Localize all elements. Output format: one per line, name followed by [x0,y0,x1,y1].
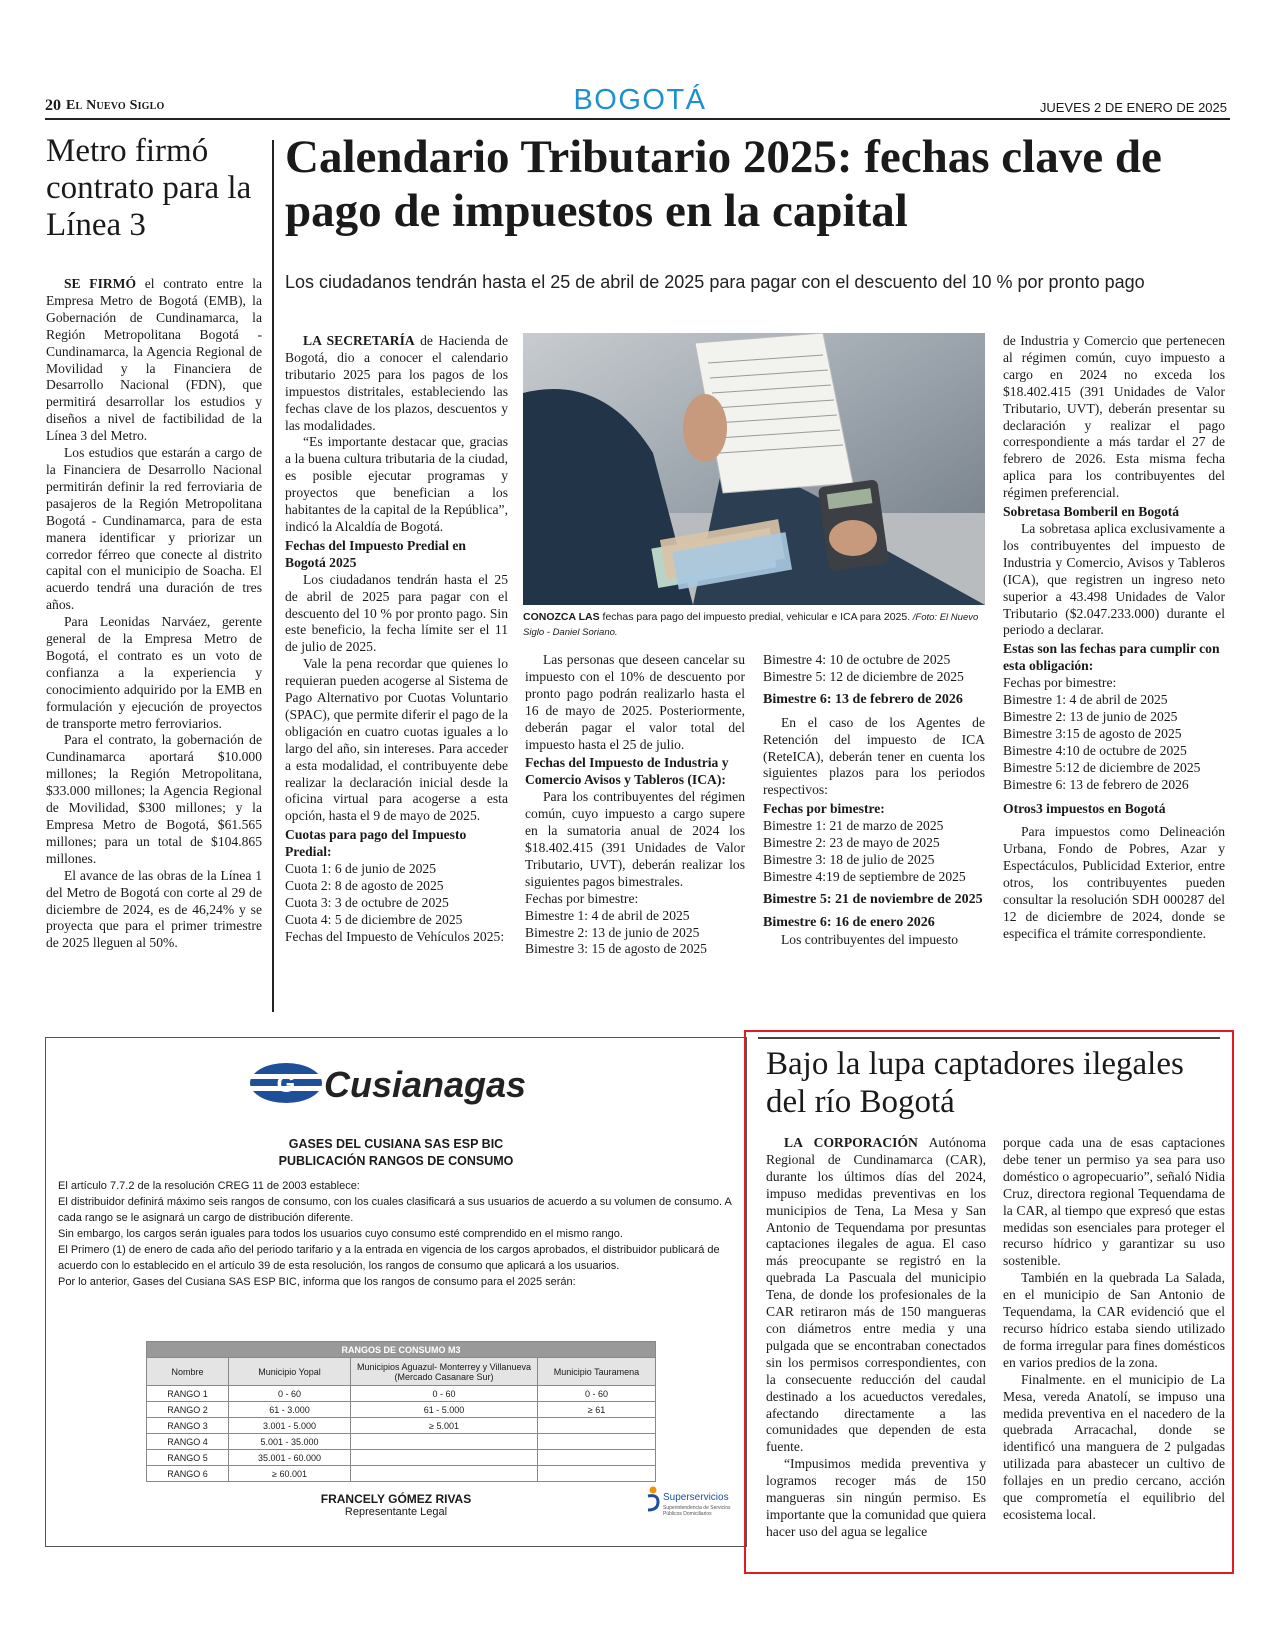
consumption-ranges-table [146,1341,656,1482]
superservicios-logo: Superservicios Superintendencia de Servicios Públicos Domiciliarios [646,1486,741,1526]
main-story-col-1: LA SECRETARÍA de Hacienda de Bogotá, dio a conocer el calendario tributario 2025 para los pagos de los impuestos distritales, estableciendo las fechas clave de los plazos, descuentos y las modalidades. “Es importante destacar que, gracias a la buena cultura tributaria de la ciudad, es posible ejecutar programas y proyectos que benefician a los habitantes de la capital de la República”, indicó la Alcaldía de Bogotá. Fechas del Impuesto Predial en Bogotá 2025 Los ciudadanos tendrán hasta el 25 de abril de 2025 para pagar con el descuento del 10 % por pronto pago. Sin este beneficio, la fecha límite ser el 11 de julio de 2025. Vale la pena recordar que quienes lo requieran pueden acogerse al Sistema de Pago Alternativo por Cuotas Voluntario (SPAC), que permite diferir el pago de la obligación en cuatro cuotas iguales a lo largo del año, sin intereses. Para acceder a esta modalidad, el contribuyente debe realizar la declaración inicial desde la oficina virtual para acogerse a esta opción, hasta el 9 de mayo de 2025. Cuotas para pago del Impuesto Predial: Cuota 1: 6 de junio de 2025 Cuota 2: 8 de agosto de 2025 Cuota 3: 3 de octubre de 2025 Cuota 4: 5 de diciembre de 2025 Fechas del Impuesto de Vehículos 2025: [285,333,508,944]
table-row: RANGO 3 3.001 - 5.000 ≥ 5.001 [147,1418,656,1434]
header-rule [45,118,1230,120]
left-story-title: Metro firmó contrato para la Línea 3 [46,133,252,243]
table-header: Municipio Tauramena [538,1358,656,1386]
page-number: 20 [45,97,61,114]
ad-paragraph: El distribuidor definirá máximo seis rangos de consumo, con los cuales clasificará a sus usuarios de acuerdo a su volumen de consumo. A cada rango se le asignará un cargo de distribución diferente. [58,1196,732,1224]
ad-paragraph: Sin embargo, los cargos serán iguales para todos los usuarios cuyo consumo esté comprendido en el mismo rango. [58,1228,623,1240]
cusianagas-ad [45,1037,747,1547]
ad-paragraph: Por lo anterior, Gases del Cusiana SAS ESP BIC, informa que los rangos de consumo para el 2025 serán: [58,1276,576,1288]
column-divider [272,140,274,1012]
svg-text:G: G [276,1071,296,1098]
ad-signer-role: Representante Legal [344,1506,448,1518]
subheading: Bimestre 6: 16 de enero 2026 [763,914,935,930]
left-story-paragraph: El avance de las obras de la Línea 1 del Metro de Bogotá con corte al 29 de diciembre de 2024, es de 46,24% y se proyecta que para el primer trimestre de 2025 lleguen al 50%. [46,867,262,951]
cusianagas-logo-icon [246,1060,326,1106]
left-story-paragraph: Para el contrato, la gobernación de Cundinamarca aportará $10.000 millones; la Región Metropolitana, $33.000 millones; la Agencia Regional de Movilidad, $300 millones; y la Empresa Metro de Bogotá, $61.565 millones; para un total de $104.865 millones. [46,732,262,866]
issue-date: JUEVES 2 DE ENERO DE 2025 [1039,100,1227,115]
ad-signer: FRANCELY GÓMEZ RIVAS [320,1492,472,1506]
superservicios-logo-icon [646,1486,660,1514]
table-row: RANGO 5 35.001 - 60.000 [147,1450,656,1466]
subheading: Bimestre 6: 13 de febrero de 2026 [763,691,963,707]
box-story-title: Bajo la lupa captadores ilegales del río Bogotá [766,1046,1184,1120]
photo-caption: CONOZCA LAS fechas para pago del impuesto predial, vehicular e ICA para 2025. /Foto: El Nuevo Siglo - Daniel Soriano. [523,611,979,638]
cusianagas-logo [246,1060,546,1110]
table-header: Municipios Aguazul- Monterrey y Villanueva (Mercado Casanare Sur) [351,1358,538,1386]
left-story-body [46,276,262,1016]
table-header: Municipio Yopal [229,1358,351,1386]
ad-paragraph: El artículo 7.7.2 de la resolución CREG 11 de 2003 establece: [58,1180,360,1192]
subheading: Estas son las fechas para cumplir con esta obligación: [1003,641,1220,674]
ad-paragraph: El Primero (1) de enero de cada año del periodo tarifario y a la entrada en vigencia de los cargos aprobados, el distribuidor publicará de acuerdo con lo establecido en el artículo 39 de esta resolución, los rangos de consumo que aplicará a los usuarios. [58,1244,720,1272]
section-title: BOGOTÁ [573,84,707,116]
left-story-paragraph: Los estudios que estarán a cargo de la Financiera de Desarrollo Nacional permitirán definir la red ferroviaria de pasajeros de la Región Metropolitana Bogotá - Cundinamarca, para de esta manera identificar y priorizar un corredor férreo que conecte al distrito capital con el municipio de Soacha. El acuerdo tendrá una duración de tres años. [46,445,262,613]
table-row: RANGO 4 5.001 - 35.000 [147,1434,656,1450]
main-story-col-2: Las personas que deseen cancelar su impuesto con el 10% de descuento por pronto pago podrán realizarlo hasta el 16 de mayo de 2025. Posteriormente, deberán pagar el valor total del impuesto hasta el 25 de julio. Fechas del Impuesto de Industria y Comercio Avisos y Tableros (ICA): Para los contribuyentes del régimen común, cuyo impuesto a cargo supere en la sumatoria anual de 2024 los $18.402.415 (391 Unidades de Valor Tributario, UVT), deberán realizar los siguientes pagos bimestrales. Fechas por bimestre: Bimestre 1: 4 de abril de 2025 Bimestre 2: 13 de junio de 2025 Bimestre 3: 15 de agosto de 2025 [525,652,745,957]
cusianagas-wordmark: Cusianagas [324,1064,527,1105]
publication-name: El Nuevo Siglo [66,98,165,113]
table-header: Nombre [147,1358,229,1386]
box-story-col-1: LA CORPORACIÓN Autónoma Regional de Cundinamarca (CAR), durante los últimos días del 2024, impuso medidas preventivas en los municipios de Tena, La Mesa y San Antonio de Tequendama por presuntas captaciones ilegales de agua. El caso más preocupante se registró en la quebrada La Pascuala del municipio Tena, de donde los profesionales de la CAR retiraron más de 150 mangueras con diámetros entre media y una pulgada que se encontraban conectados sin los permisos correspondientes, con la consecuente reducción del caudal destinado a los acueductos veredales, afectando directamente a las comunidades que dependen de esta fuente. “Impusimos medida preventiva y logramos recoger más de 150 mangueras sin ningún permiso. Es importante que la comunidad que quiera hacer uso del agua se legalice [766,1135,986,1539]
ad-company: GASES DEL CUSIANA SAS ESP BIC [288,1137,504,1151]
subheading: Fechas del Impuesto Predial en Bogotá 2025 [285,537,466,570]
tax-photo [523,333,985,605]
main-story-col-3: Bimestre 4: 10 de octubre de 2025 Bimestre 5: 12 de diciembre de 2025 Bimestre 6: 13 de febrero de 2026 En el caso de los Agentes de Retención del impuesto de ICA (ReteICA), deberán tener en cuenta los siguientes plazos para los periodos respectivos: Fechas por bimestre: Bimestre 1: 21 de marzo de 2025 Bimestre 2: 23 de mayo de 2025 Bimestre 3: 18 de julio de 2025 Bimestre 4:19 de septiembre de 2025 Bimestre 5: 21 de noviembre de 2025 Bimestre 6: 16 de enero 2026 Los contribuyentes del impuesto [763,652,985,947]
main-story-col-4: de Industria y Comercio que pertenecen al régimen común, cuyo impuesto a cargo en 2024 no exceda los $18.402.415 (391 Unidades de Valor Tributario, UVT), deberán presentar su declaración y realizar el pago correspondiente a más tardar el 27 de febrero de 2026. Esta misma fecha aplica para los contribuyentes del régimen preferencial. Sobretasa Bomberil en Bogotá La sobretasa aplica exclusivamente a los contribuyentes del impuesto de Industria y Comercio, Avisos y Tableros (ICA), que registren un ingreso neto superior a 43.498 Unidades de Valor Tributario ($2.047.233.000) durante el periodo a declarar. Estas son las fechas para cumplir con esta obligación: Fechas por bimestre: Bimestre 1: 4 de abril de 2025 Bimestre 2: 13 de junio de 2025 Bimestre 3:15 de agosto de 2025 Bimestre 4:10 de octubre de 2025 Bimestre 5:12 de diciembre de 2025 Bimestre 6: 13 de febrero de 2026 Otros3 impuestos en Bogotá Para impuestos como Delineación Urbana, Fondo de Pobres, Azar y Espectáculos, Publicidad Exterior, entre otros, los contribuyentes pueden consultar la resolución SDH 000287 del 12 de diciembre de 2024, donde se especifica el trámite correspondiente. [1003,333,1225,941]
subheading: Cuotas para pago del Impuesto Predial: [285,827,467,860]
subheading: Otros3 impuestos en Bogotá [1003,801,1166,817]
box-rule [758,1037,1220,1039]
subheading: Fechas del Impuesto de Industria y Comercio Avisos y Tableros (ICA): [525,755,729,788]
table-row: RANGO 6 ≥ 60.001 [147,1466,656,1482]
table-row: RANGO 2 61 - 3.000 61 - 5.000 ≥ 61 [147,1402,656,1418]
subheading: Fechas por bimestre: [763,801,885,817]
table-row: RANGO 1 0 - 60 0 - 60 0 - 60 [147,1386,656,1402]
box-story-col-2: porque cada una de esas captaciones debe tener un permiso ya sea para uso doméstico o agropecuario”, señaló Nidia Cruz, directora regional Tequendama de la CAR, al tiempo que expresó que estas medidas son esenciales para proteger el recurso hídrico y garantizar su uso sostenible. También en la quebrada La Salada, en el municipio de San Antonio de Tequendama, la CAR evidenció que el recurso hídrico estaba siendo utilizado de forma irregular para fines domésticos en varios predios de la zona. Finalmente. en el municipio de La Mesa, vereda Anatolí, se impuso una medida preventiva en el nacedero de la quebrada Arracachal, donde se identificó una manguera de 2 pulgadas utilizada para abastecer un cultivo de follajes en un predio cercano, acción que comprometía el equilibrio del ecosistema local. [1003,1135,1225,1522]
ad-heading: PUBLICACIÓN RANGOS DE CONSUMO [278,1154,514,1168]
main-story-deck: Los ciudadanos tendrán hasta el 25 de abril de 2025 para pagar con el descuento del 10 % por pronto pago [285,272,1145,292]
table-caption: RANGOS DE CONSUMO M3 [147,1342,656,1358]
subheading: Bimestre 5: 21 de noviembre de 2025 [763,891,983,907]
main-story-title: Calendario Tributario 2025: fechas clave de pago de impuestos en la capital [285,131,1162,237]
subheading: Sobretasa Bomberil en Bogotá [1003,504,1180,520]
left-story-paragraph: Para Leonidas Narváez, gerente general de la Empresa Metro de Bogotá, el contrato es un voto de confianza a la experiencia y conocimiento adquirido por la EMB en formulación y ejecución de proyectos de transporte metro ferroviarios. [46,614,262,731]
left-story-paragraph: SE FIRMÓ el contrato entre la Empresa Metro de Bogotá (EMB), la Gobernación de Cundinamarca, la Región Metropolitana Bogotá - Cundinamarca, la Agencia Regional de Movilidad y la Financiera de Desarrollo Nacional (FDN), que permitirá desarrollar los estudios y diseños a nivel de factibilidad de la Línea 3 del Metro. [46,276,262,444]
